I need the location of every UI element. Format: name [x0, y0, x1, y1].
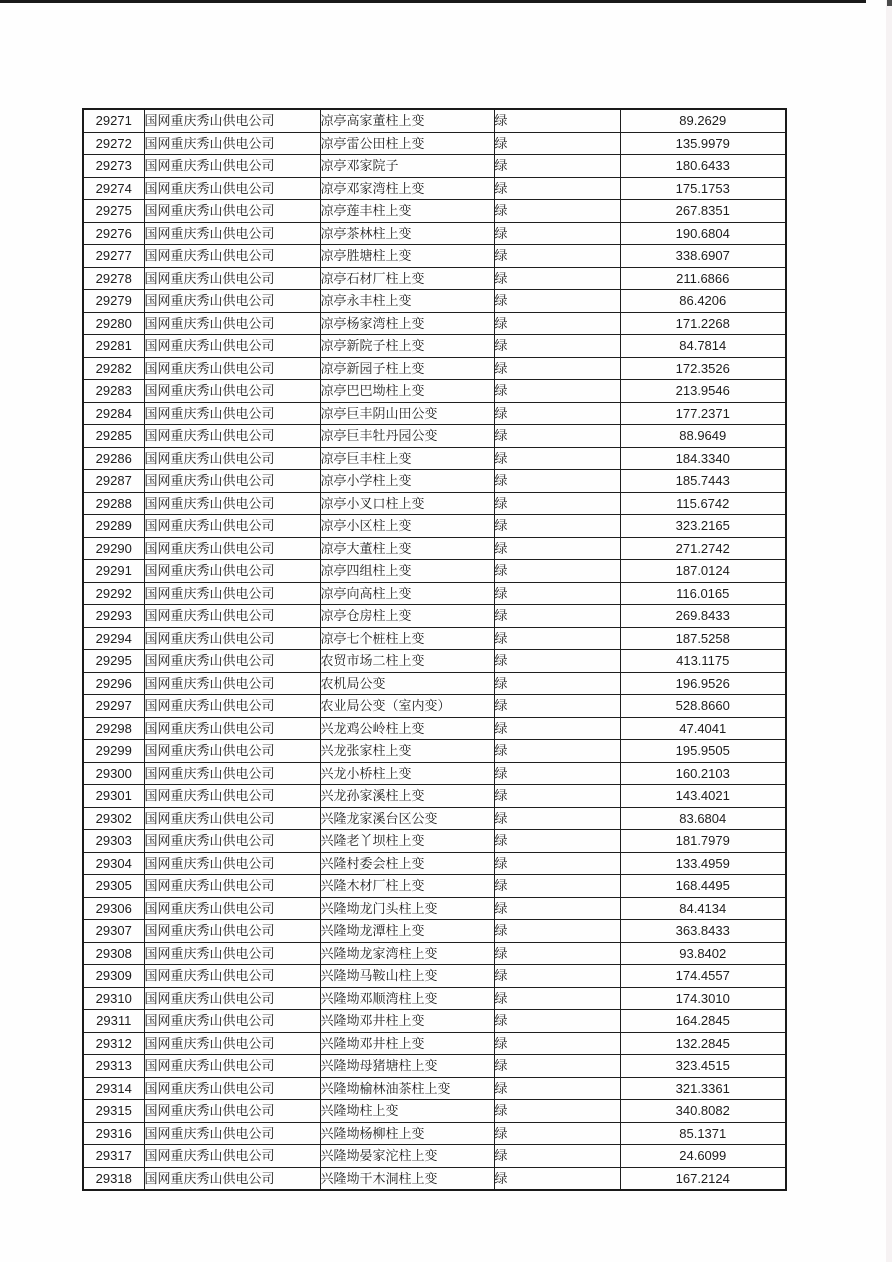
cell-status: 绿 — [494, 987, 620, 1010]
cell-row-number: 29280 — [83, 312, 144, 335]
cell-status: 绿 — [494, 1032, 620, 1055]
cell-station-name: 凉亭小区柱上变 — [320, 515, 494, 538]
table-row — [83, 447, 786, 470]
cell-company-name: 国网重庆秀山供电公司 — [144, 1010, 320, 1033]
cell-station-name: 凉亭永丰柱上变 — [320, 290, 494, 313]
scan-right-edge-artifact — [886, 0, 892, 1262]
cell-company-name: 国网重庆秀山供电公司 — [144, 335, 320, 358]
cell-value: 175.1753 — [620, 177, 786, 200]
cell-station-name: 凉亭七个桩柱上变 — [320, 627, 494, 650]
cell-status: 绿 — [494, 830, 620, 853]
table-row — [83, 290, 786, 313]
cell-station-name: 凉亭小叉口柱上变 — [320, 492, 494, 515]
scan-corner-artifact — [887, 0, 892, 6]
cell-row-number: 29308 — [83, 942, 144, 965]
cell-value: 84.7814 — [620, 335, 786, 358]
cell-status: 绿 — [494, 470, 620, 493]
table-row — [83, 875, 786, 898]
cell-company-name: 国网重庆秀山供电公司 — [144, 537, 320, 560]
cell-status: 绿 — [494, 492, 620, 515]
cell-row-number: 29274 — [83, 177, 144, 200]
table-row — [83, 470, 786, 493]
cell-status: 绿 — [494, 920, 620, 943]
cell-status: 绿 — [494, 650, 620, 673]
cell-status: 绿 — [494, 312, 620, 335]
table-row — [83, 605, 786, 628]
cell-row-number: 29316 — [83, 1122, 144, 1145]
cell-company-name: 国网重庆秀山供电公司 — [144, 380, 320, 403]
cell-company-name: 国网重庆秀山供电公司 — [144, 830, 320, 853]
table-row — [83, 312, 786, 335]
cell-company-name: 国网重庆秀山供电公司 — [144, 222, 320, 245]
cell-row-number: 29300 — [83, 762, 144, 785]
cell-station-name: 凉亭莲丰柱上变 — [320, 200, 494, 223]
cell-row-number: 29304 — [83, 852, 144, 875]
table-row — [83, 582, 786, 605]
cell-row-number: 29281 — [83, 335, 144, 358]
cell-station-name: 兴隆坳母猪塘柱上变 — [320, 1055, 494, 1078]
cell-company-name: 国网重庆秀山供电公司 — [144, 1167, 320, 1190]
cell-value: 413.1175 — [620, 650, 786, 673]
table-row — [83, 717, 786, 740]
cell-value: 168.4495 — [620, 875, 786, 898]
cell-station-name: 凉亭胜塘柱上变 — [320, 245, 494, 268]
table-row — [83, 335, 786, 358]
cell-company-name: 国网重庆秀山供电公司 — [144, 1055, 320, 1078]
cell-status: 绿 — [494, 785, 620, 808]
table-row — [83, 1032, 786, 1055]
cell-status: 绿 — [494, 807, 620, 830]
cell-status: 绿 — [494, 672, 620, 695]
cell-station-name: 农贸市场二柱上变 — [320, 650, 494, 673]
cell-value: 135.9979 — [620, 132, 786, 155]
cell-company-name: 国网重庆秀山供电公司 — [144, 605, 320, 628]
cell-status: 绿 — [494, 875, 620, 898]
cell-station-name: 农业局公变（室内变） — [320, 695, 494, 718]
cell-value: 116.0165 — [620, 582, 786, 605]
data-table-body — [83, 109, 786, 1190]
cell-company-name: 国网重庆秀山供电公司 — [144, 897, 320, 920]
cell-value: 195.9505 — [620, 740, 786, 763]
cell-company-name: 国网重庆秀山供电公司 — [144, 1145, 320, 1168]
cell-row-number: 29271 — [83, 109, 144, 132]
cell-value: 88.9649 — [620, 425, 786, 448]
cell-value: 160.2103 — [620, 762, 786, 785]
cell-value: 196.9526 — [620, 672, 786, 695]
cell-value: 187.0124 — [620, 560, 786, 583]
cell-company-name: 国网重庆秀山供电公司 — [144, 942, 320, 965]
cell-value: 185.7443 — [620, 470, 786, 493]
cell-row-number: 29313 — [83, 1055, 144, 1078]
cell-status: 绿 — [494, 132, 620, 155]
cell-row-number: 29303 — [83, 830, 144, 853]
table-row — [83, 267, 786, 290]
cell-row-number: 29318 — [83, 1167, 144, 1190]
cell-status: 绿 — [494, 357, 620, 380]
table-row — [83, 1167, 786, 1190]
cell-status: 绿 — [494, 222, 620, 245]
cell-company-name: 国网重庆秀山供电公司 — [144, 109, 320, 132]
cell-status: 绿 — [494, 1055, 620, 1078]
cell-row-number: 29276 — [83, 222, 144, 245]
table-row — [83, 987, 786, 1010]
cell-station-name: 凉亭四组柱上变 — [320, 560, 494, 583]
cell-row-number: 29310 — [83, 987, 144, 1010]
cell-value: 24.6099 — [620, 1145, 786, 1168]
cell-company-name: 国网重庆秀山供电公司 — [144, 717, 320, 740]
cell-row-number: 29287 — [83, 470, 144, 493]
cell-status: 绿 — [494, 155, 620, 178]
cell-station-name: 兴隆坳龙潭柱上变 — [320, 920, 494, 943]
cell-value: 174.4557 — [620, 965, 786, 988]
cell-station-name: 兴隆坳柱上变 — [320, 1100, 494, 1123]
table-row — [83, 1145, 786, 1168]
table-row — [83, 537, 786, 560]
cell-station-name: 农机局公变 — [320, 672, 494, 695]
cell-row-number: 29307 — [83, 920, 144, 943]
cell-row-number: 29289 — [83, 515, 144, 538]
cell-station-name: 凉亭雷公田柱上变 — [320, 132, 494, 155]
cell-value: 167.2124 — [620, 1167, 786, 1190]
cell-row-number: 29294 — [83, 627, 144, 650]
table-row — [83, 1077, 786, 1100]
cell-value: 171.2268 — [620, 312, 786, 335]
table-row — [83, 762, 786, 785]
cell-company-name: 国网重庆秀山供电公司 — [144, 425, 320, 448]
cell-company-name: 国网重庆秀山供电公司 — [144, 807, 320, 830]
table-row — [83, 942, 786, 965]
cell-station-name: 凉亭新院子柱上变 — [320, 335, 494, 358]
cell-row-number: 29292 — [83, 582, 144, 605]
cell-station-name: 凉亭巨丰柱上变 — [320, 447, 494, 470]
cell-company-name: 国网重庆秀山供电公司 — [144, 560, 320, 583]
cell-value: 187.5258 — [620, 627, 786, 650]
cell-station-name: 凉亭杨家湾柱上变 — [320, 312, 494, 335]
cell-company-name: 国网重庆秀山供电公司 — [144, 312, 320, 335]
cell-status: 绿 — [494, 582, 620, 605]
cell-value: 89.2629 — [620, 109, 786, 132]
cell-status: 绿 — [494, 515, 620, 538]
cell-company-name: 国网重庆秀山供电公司 — [144, 177, 320, 200]
cell-row-number: 29311 — [83, 1010, 144, 1033]
cell-company-name: 国网重庆秀山供电公司 — [144, 132, 320, 155]
table-row — [83, 852, 786, 875]
cell-row-number: 29298 — [83, 717, 144, 740]
cell-value: 321.3361 — [620, 1077, 786, 1100]
cell-row-number: 29309 — [83, 965, 144, 988]
cell-status: 绿 — [494, 447, 620, 470]
table-row — [83, 920, 786, 943]
cell-company-name: 国网重庆秀山供电公司 — [144, 650, 320, 673]
cell-company-name: 国网重庆秀山供电公司 — [144, 672, 320, 695]
table-row — [83, 830, 786, 853]
cell-value: 84.4134 — [620, 897, 786, 920]
table-row — [83, 672, 786, 695]
table-row — [83, 1055, 786, 1078]
cell-station-name: 凉亭石材厂柱上变 — [320, 267, 494, 290]
cell-value: 164.2845 — [620, 1010, 786, 1033]
table-row — [83, 222, 786, 245]
cell-status: 绿 — [494, 200, 620, 223]
cell-value: 115.6742 — [620, 492, 786, 515]
data-table — [82, 108, 787, 1191]
cell-station-name: 凉亭巴巴坳柱上变 — [320, 380, 494, 403]
cell-row-number: 29284 — [83, 402, 144, 425]
cell-row-number: 29288 — [83, 492, 144, 515]
table-row — [83, 425, 786, 448]
cell-company-name: 国网重庆秀山供电公司 — [144, 402, 320, 425]
table-row — [83, 897, 786, 920]
cell-company-name: 国网重庆秀山供电公司 — [144, 762, 320, 785]
cell-status: 绿 — [494, 852, 620, 875]
cell-status: 绿 — [494, 290, 620, 313]
cell-station-name: 凉亭高家董柱上变 — [320, 109, 494, 132]
table-row — [83, 1010, 786, 1033]
cell-station-name: 凉亭巨丰阴山田公变 — [320, 402, 494, 425]
cell-station-name: 兴隆龙家溪台区公变 — [320, 807, 494, 830]
cell-status: 绿 — [494, 402, 620, 425]
cell-value: 267.8351 — [620, 200, 786, 223]
cell-company-name: 国网重庆秀山供电公司 — [144, 357, 320, 380]
cell-station-name: 兴隆坳龙家湾柱上变 — [320, 942, 494, 965]
cell-value: 323.4515 — [620, 1055, 786, 1078]
cell-status: 绿 — [494, 897, 620, 920]
cell-station-name: 凉亭茶林柱上变 — [320, 222, 494, 245]
cell-status: 绿 — [494, 1167, 620, 1190]
cell-row-number: 29306 — [83, 897, 144, 920]
cell-status: 绿 — [494, 695, 620, 718]
cell-value: 184.3340 — [620, 447, 786, 470]
cell-company-name: 国网重庆秀山供电公司 — [144, 875, 320, 898]
cell-value: 269.8433 — [620, 605, 786, 628]
cell-company-name: 国网重庆秀山供电公司 — [144, 987, 320, 1010]
cell-row-number: 29290 — [83, 537, 144, 560]
cell-company-name: 国网重庆秀山供电公司 — [144, 740, 320, 763]
cell-status: 绿 — [494, 335, 620, 358]
cell-row-number: 29279 — [83, 290, 144, 313]
table-row — [83, 1100, 786, 1123]
cell-company-name: 国网重庆秀山供电公司 — [144, 695, 320, 718]
cell-value: 143.4021 — [620, 785, 786, 808]
cell-value: 47.4041 — [620, 717, 786, 740]
cell-station-name: 兴隆老丫坝柱上变 — [320, 830, 494, 853]
table-row — [83, 627, 786, 650]
cell-status: 绿 — [494, 1077, 620, 1100]
cell-status: 绿 — [494, 1122, 620, 1145]
cell-value: 271.2742 — [620, 537, 786, 560]
cell-value: 93.8402 — [620, 942, 786, 965]
cell-value: 323.2165 — [620, 515, 786, 538]
cell-station-name: 兴龙张家柱上变 — [320, 740, 494, 763]
cell-status: 绿 — [494, 109, 620, 132]
cell-value: 190.6804 — [620, 222, 786, 245]
cell-station-name: 凉亭向高柱上变 — [320, 582, 494, 605]
cell-status: 绿 — [494, 965, 620, 988]
table-row — [83, 109, 786, 132]
cell-value: 172.3526 — [620, 357, 786, 380]
cell-company-name: 国网重庆秀山供电公司 — [144, 785, 320, 808]
cell-value: 363.8433 — [620, 920, 786, 943]
cell-row-number: 29283 — [83, 380, 144, 403]
cell-row-number: 29312 — [83, 1032, 144, 1055]
cell-status: 绿 — [494, 245, 620, 268]
cell-company-name: 国网重庆秀山供电公司 — [144, 492, 320, 515]
cell-row-number: 29291 — [83, 560, 144, 583]
cell-company-name: 国网重庆秀山供电公司 — [144, 582, 320, 605]
cell-row-number: 29278 — [83, 267, 144, 290]
cell-row-number: 29315 — [83, 1100, 144, 1123]
cell-row-number: 29293 — [83, 605, 144, 628]
cell-status: 绿 — [494, 605, 620, 628]
table-row — [83, 357, 786, 380]
cell-company-name: 国网重庆秀山供电公司 — [144, 447, 320, 470]
cell-status: 绿 — [494, 537, 620, 560]
cell-station-name: 凉亭邓家湾柱上变 — [320, 177, 494, 200]
table-row — [83, 245, 786, 268]
cell-company-name: 国网重庆秀山供电公司 — [144, 627, 320, 650]
cell-value: 174.3010 — [620, 987, 786, 1010]
cell-row-number: 29299 — [83, 740, 144, 763]
cell-station-name: 兴隆坳杨柳柱上变 — [320, 1122, 494, 1145]
cell-station-name: 兴隆坳马鞍山柱上变 — [320, 965, 494, 988]
cell-value: 177.2371 — [620, 402, 786, 425]
cell-status: 绿 — [494, 1100, 620, 1123]
cell-value: 86.4206 — [620, 290, 786, 313]
cell-station-name: 凉亭大董柱上变 — [320, 537, 494, 560]
cell-row-number: 29305 — [83, 875, 144, 898]
cell-status: 绿 — [494, 380, 620, 403]
cell-row-number: 29314 — [83, 1077, 144, 1100]
cell-company-name: 国网重庆秀山供电公司 — [144, 155, 320, 178]
table-row — [83, 200, 786, 223]
cell-company-name: 国网重庆秀山供电公司 — [144, 1122, 320, 1145]
table-row — [83, 492, 786, 515]
cell-status: 绿 — [494, 762, 620, 785]
cell-value: 132.2845 — [620, 1032, 786, 1055]
cell-station-name: 兴隆坳龙门头柱上变 — [320, 897, 494, 920]
table-row — [83, 740, 786, 763]
table-row — [83, 965, 786, 988]
cell-station-name: 兴隆坳邓顺湾柱上变 — [320, 987, 494, 1010]
table-row — [83, 785, 786, 808]
table-row — [83, 560, 786, 583]
cell-station-name: 兴隆坳邓井柱上变 — [320, 1010, 494, 1033]
cell-status: 绿 — [494, 267, 620, 290]
cell-company-name: 国网重庆秀山供电公司 — [144, 290, 320, 313]
cell-company-name: 国网重庆秀山供电公司 — [144, 470, 320, 493]
table-row — [83, 402, 786, 425]
cell-station-name: 凉亭小学柱上变 — [320, 470, 494, 493]
cell-company-name: 国网重庆秀山供电公司 — [144, 1032, 320, 1055]
cell-status: 绿 — [494, 740, 620, 763]
cell-company-name: 国网重庆秀山供电公司 — [144, 200, 320, 223]
cell-status: 绿 — [494, 717, 620, 740]
cell-status: 绿 — [494, 177, 620, 200]
cell-station-name: 兴龙孙家溪柱上变 — [320, 785, 494, 808]
cell-row-number: 29286 — [83, 447, 144, 470]
cell-station-name: 兴隆坳榆林油茶柱上变 — [320, 1077, 494, 1100]
cell-row-number: 29317 — [83, 1145, 144, 1168]
cell-value: 213.9546 — [620, 380, 786, 403]
scan-top-edge-artifact — [0, 0, 866, 3]
cell-station-name: 兴隆坳邓井柱上变 — [320, 1032, 494, 1055]
cell-station-name: 兴龙小桥柱上变 — [320, 762, 494, 785]
cell-company-name: 国网重庆秀山供电公司 — [144, 515, 320, 538]
cell-station-name: 凉亭邓家院子 — [320, 155, 494, 178]
table-row — [83, 380, 786, 403]
cell-value: 181.7979 — [620, 830, 786, 853]
cell-station-name: 凉亭仓房柱上变 — [320, 605, 494, 628]
table-row — [83, 132, 786, 155]
cell-value: 528.8660 — [620, 695, 786, 718]
cell-row-number: 29282 — [83, 357, 144, 380]
cell-row-number: 29296 — [83, 672, 144, 695]
cell-station-name: 兴隆木材厂柱上变 — [320, 875, 494, 898]
cell-company-name: 国网重庆秀山供电公司 — [144, 965, 320, 988]
cell-value: 180.6433 — [620, 155, 786, 178]
cell-status: 绿 — [494, 627, 620, 650]
cell-value: 85.1371 — [620, 1122, 786, 1145]
cell-status: 绿 — [494, 1010, 620, 1033]
cell-row-number: 29277 — [83, 245, 144, 268]
table-row — [83, 155, 786, 178]
cell-company-name: 国网重庆秀山供电公司 — [144, 245, 320, 268]
cell-row-number: 29273 — [83, 155, 144, 178]
cell-row-number: 29295 — [83, 650, 144, 673]
cell-row-number: 29272 — [83, 132, 144, 155]
cell-station-name: 兴龙鸡公岭柱上变 — [320, 717, 494, 740]
cell-row-number: 29301 — [83, 785, 144, 808]
cell-row-number: 29285 — [83, 425, 144, 448]
cell-station-name: 兴隆坳干木洞柱上变 — [320, 1167, 494, 1190]
cell-value: 83.6804 — [620, 807, 786, 830]
cell-value: 211.6866 — [620, 267, 786, 290]
cell-station-name: 兴隆村委会柱上变 — [320, 852, 494, 875]
cell-company-name: 国网重庆秀山供电公司 — [144, 920, 320, 943]
cell-company-name: 国网重庆秀山供电公司 — [144, 267, 320, 290]
table-row — [83, 695, 786, 718]
cell-company-name: 国网重庆秀山供电公司 — [144, 852, 320, 875]
cell-value: 338.6907 — [620, 245, 786, 268]
cell-row-number: 29297 — [83, 695, 144, 718]
cell-value: 340.8082 — [620, 1100, 786, 1123]
cell-status: 绿 — [494, 942, 620, 965]
cell-station-name: 凉亭新园子柱上变 — [320, 357, 494, 380]
cell-row-number: 29302 — [83, 807, 144, 830]
cell-station-name: 兴隆坳晏家沱柱上变 — [320, 1145, 494, 1168]
table-row — [83, 515, 786, 538]
cell-status: 绿 — [494, 425, 620, 448]
table-row — [83, 1122, 786, 1145]
cell-company-name: 国网重庆秀山供电公司 — [144, 1100, 320, 1123]
cell-status: 绿 — [494, 560, 620, 583]
cell-row-number: 29275 — [83, 200, 144, 223]
cell-company-name: 国网重庆秀山供电公司 — [144, 1077, 320, 1100]
table-row — [83, 807, 786, 830]
cell-status: 绿 — [494, 1145, 620, 1168]
table-row — [83, 177, 786, 200]
cell-value: 133.4959 — [620, 852, 786, 875]
cell-station-name: 凉亭巨丰牡丹园公变 — [320, 425, 494, 448]
table-row — [83, 650, 786, 673]
